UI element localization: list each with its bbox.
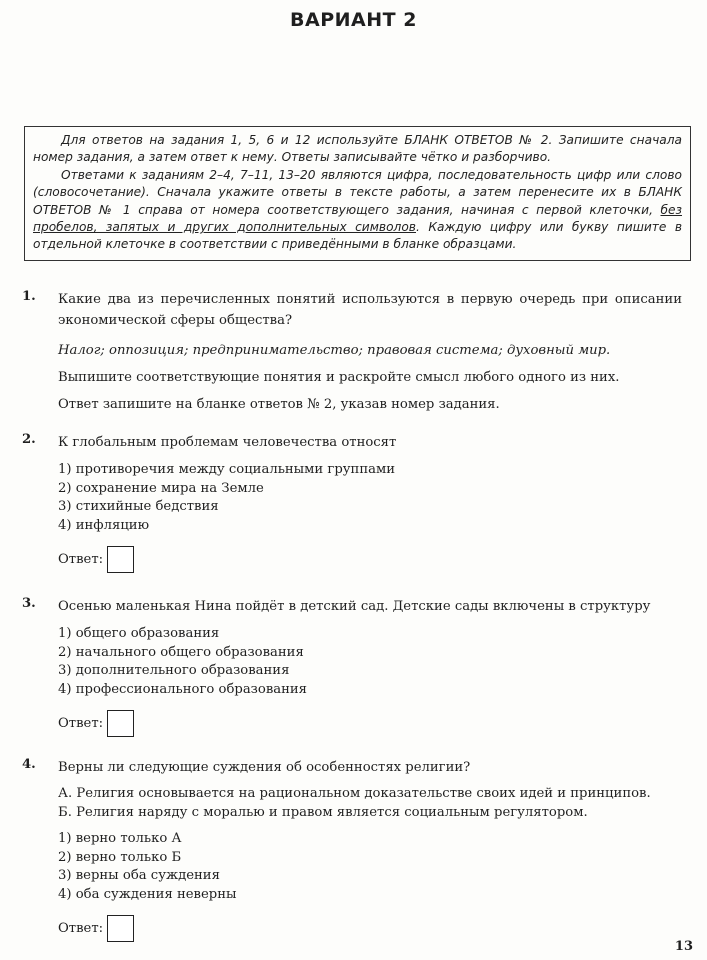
options-list [58, 830, 682, 904]
answer-row [58, 709, 682, 737]
options-list [58, 461, 682, 535]
instructions-p2-end: . Каждую цифру или букву пишите в отдельной клеточке в соответствии с приведёнными в бланке образцами. [33, 220, 683, 252]
statement-item: А. Религия основывается на рациональном доказательстве своих идей и принципов. [58, 786, 651, 801]
instructions-box [24, 126, 691, 261]
option-item: 3) верны оба суждения [58, 868, 220, 883]
option-item: 4) оба суждения неверны [58, 886, 237, 902]
answer-row [58, 914, 682, 942]
option-item: 3) стихийные бедствия [58, 499, 219, 514]
option-item: 2) начального общего образования [58, 644, 304, 660]
question-2 [22, 432, 682, 573]
answer-label: Ответ: [58, 715, 104, 731]
answer-row [58, 545, 682, 573]
question-text: К глобальным проблемам человечества относят [58, 435, 397, 450]
question-number: 4. [22, 757, 36, 772]
question-terms: Налог; оппозиция; предпринимательство; правовая система; духовный мир. [58, 343, 611, 358]
page-title: ВАРИАНТ 2 [290, 9, 417, 31]
answer-label: Ответ: [58, 920, 104, 936]
instructions-paragraph-1: Для ответов на задания 1, 5, 6 и 12 используйте БЛАНК ОТВЕТОВ № 2. Запишите сначала номер задания, а затем ответ к нему. Ответы записывайте чётко и разборчиво. [33, 133, 682, 165]
question-number: 1. [22, 289, 36, 304]
question-4 [22, 757, 682, 942]
answer-box[interactable] [107, 710, 134, 737]
answer-box[interactable] [107, 546, 134, 573]
option-item: 2) верно только Б [58, 849, 182, 865]
question-text: Верны ли следующие суждения об особенностях религии? [58, 760, 471, 775]
statements-list [58, 785, 682, 822]
answer-label: Ответ: [58, 551, 104, 567]
question-number: 2. [22, 432, 36, 447]
question-note: Ответ запишите на бланке ответов № 2, указав номер задания. [58, 397, 500, 412]
answer-box[interactable] [107, 915, 134, 942]
question-text: Осенью маленькая Нина пойдёт в детский сад. Детские сады включены в структуру [58, 599, 651, 614]
question-1 [22, 289, 682, 415]
instructions-p2-underlined: без пробелов, запятых и других дополнительных символов [33, 202, 682, 235]
option-item: 1) противоречия между социальными группами [58, 462, 396, 477]
instructions-paragraph-2 [33, 167, 682, 254]
question-text: Какие два из перечисленных понятий используются в первую очередь при описании экономической сферы общества? [58, 292, 682, 328]
option-item: 1) верно только А [58, 831, 182, 846]
option-item: 4) инфляцию [58, 517, 150, 533]
option-item: 3) дополнительного образования [58, 663, 290, 678]
option-item: 4) профессионального образования [58, 681, 308, 697]
option-item: 2) сохранение мира на Земле [58, 480, 264, 496]
question-number: 3. [22, 596, 36, 611]
question-task: Выпишите соответствующие понятия и раскройте смысл любого одного из них. [58, 370, 620, 385]
statement-item: Б. Религия наряду с моралью и правом является социальным регулятором. [58, 804, 588, 820]
question-3 [22, 596, 682, 737]
page-number: 13 [674, 939, 693, 954]
option-item: 1) общего образования [58, 626, 220, 641]
instructions-p2-start: Ответами к заданиям 2–4, 7–11, 13–20 являются цифра, последовательность цифр или слово (словосочетание). Сначала укажите ответы в тексте работы, а затем перенесите их в БЛАНК ОТВЕТОВ № 1 справа от номера соответствующего задания, начиная с первой клеточки, [33, 167, 682, 217]
options-list [58, 625, 682, 699]
